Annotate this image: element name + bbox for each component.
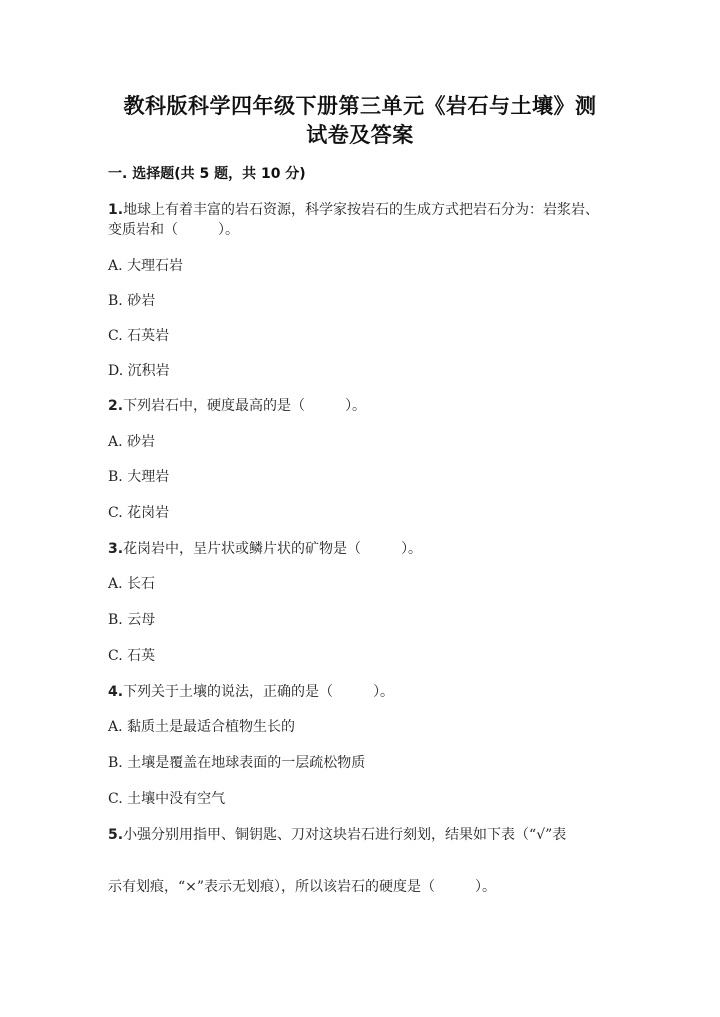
option-3c[interactable]: C. 石英	[108, 648, 156, 664]
question-1-line2	[108, 219, 239, 239]
question-2	[108, 395, 366, 415]
question-text-end: ）。	[218, 222, 239, 238]
option-2a[interactable]: A. 砂岩	[108, 434, 156, 450]
question-text: 变质岩和（	[108, 222, 178, 238]
question-number: 3.	[108, 541, 124, 557]
option-1a[interactable]: A. 大理石岩	[108, 258, 184, 274]
question-text-end: ）。	[373, 684, 395, 700]
question-number: 2.	[108, 398, 124, 414]
question-text-end: ）。	[401, 541, 423, 557]
option-4a[interactable]: A. 黏质土是最适合植物生长的	[108, 719, 296, 735]
option-2b[interactable]: B. 大理岩	[108, 469, 170, 485]
question-3	[108, 538, 422, 558]
question-text: 示有划痕，“×”表示无划痕），所以该岩石的硬度是（	[108, 879, 436, 895]
option-3a[interactable]: A. 长石	[108, 576, 156, 592]
question-text: 地球上有着丰富的岩石资源，科学家按岩石的生成方式把岩石分为：岩浆岩、	[123, 202, 600, 218]
question-text-end: ）。	[475, 879, 497, 895]
question-number: 5.	[108, 827, 124, 843]
option-2c[interactable]: C. 花岗岩	[108, 505, 170, 521]
option-1d[interactable]: D. 沉积岩	[108, 363, 170, 379]
question-number: 1.	[108, 202, 124, 218]
page-title-line1: 教科版科学四年级下册第三单元《岩石与土壤》测	[123, 94, 597, 118]
question-text: 小强分别用指甲、铜钥匙、刀对这块岩石进行刻划，结果如下表（“√”表	[123, 827, 567, 843]
question-5-line2	[108, 876, 496, 896]
question-number: 4.	[108, 684, 124, 700]
question-text: 下列关于土壤的说法，正确的是（	[123, 684, 334, 700]
option-4b[interactable]: B. 土壤是覆盖在地球表面的一层疏松物质	[108, 755, 366, 771]
option-1b[interactable]: B. 砂岩	[108, 293, 156, 309]
option-4c[interactable]: C. 土壤中没有空气	[108, 791, 226, 807]
question-text: 下列岩石中，硬度最高的是（	[123, 398, 306, 414]
question-text-end: ）。	[345, 398, 367, 414]
option-1c[interactable]: C. 石英岩	[108, 328, 170, 344]
question-text: 花岗岩中，呈片状或鳞片状的矿物是（	[123, 541, 362, 557]
question-4	[108, 681, 394, 701]
page-title-line2: 试卷及答案	[306, 123, 414, 147]
question-1-line1	[108, 199, 599, 219]
section-heading: 一. 选择题(共 5 题，共 10 分)	[108, 166, 306, 182]
question-5-line1	[108, 824, 566, 844]
option-3b[interactable]: B. 云母	[108, 612, 156, 628]
